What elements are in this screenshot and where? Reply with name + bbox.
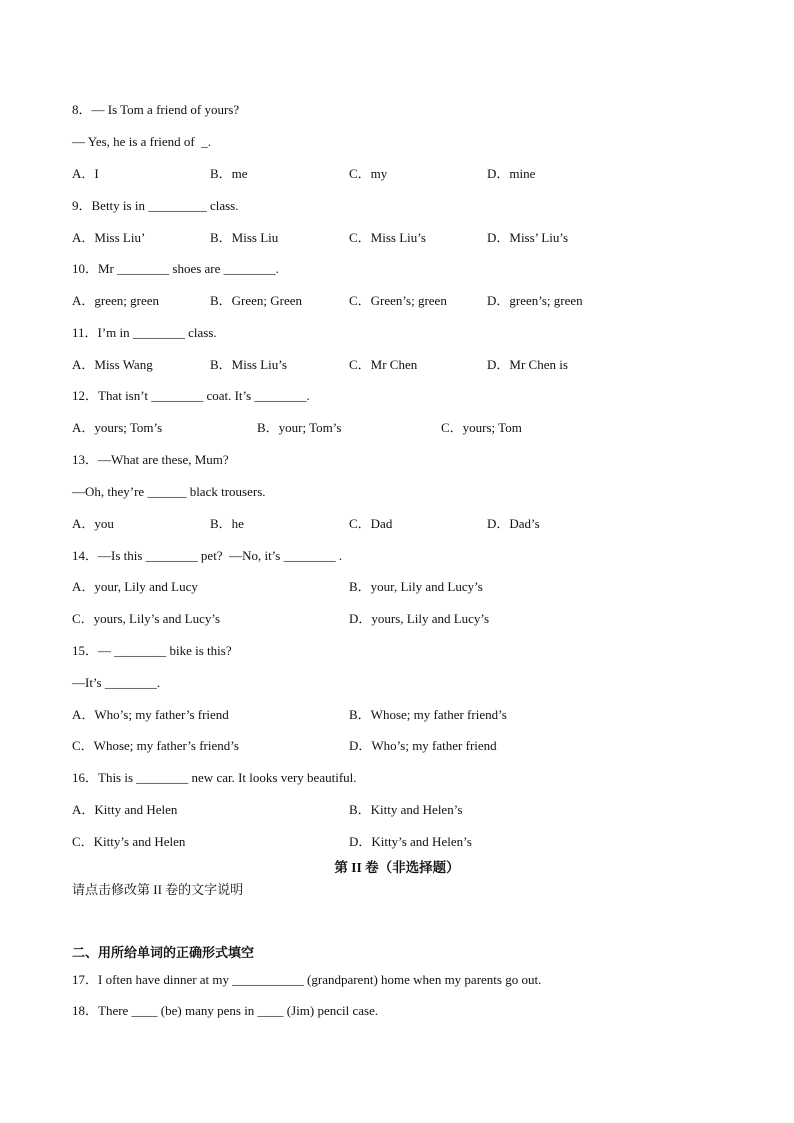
question-14-option-d: D．yours, Lily and Lucy’s bbox=[349, 611, 490, 626]
question-9-option-b: B．Miss Liu bbox=[210, 230, 279, 245]
question-9-option-d: D．Miss’ Liu’s bbox=[487, 230, 569, 245]
question-13-option-c: C．Dad bbox=[349, 516, 393, 531]
question-8-option-a: A．I bbox=[72, 166, 99, 181]
question-11-option-d: D．Mr Chen is bbox=[487, 357, 568, 372]
part-2-title: 第 II 卷（非选择题） bbox=[334, 860, 460, 875]
question-8-option-c: C．my bbox=[349, 166, 388, 181]
question-15-line2: —It’s ________. bbox=[72, 675, 161, 690]
question-8-line2: — Yes, he is a friend of _. bbox=[72, 134, 212, 149]
question-11-option-b: B．Miss Liu’s bbox=[210, 357, 287, 372]
question-17: 17．I often have dinner at my ___________ (grandparent) home when my parents go out. bbox=[72, 972, 542, 987]
question-16-option-b: B．Kitty and Helen’s bbox=[349, 802, 463, 817]
question-10-option-d: D．green’s; green bbox=[487, 293, 583, 308]
question-15-option-a: A．Who’s; my father’s friend bbox=[72, 707, 229, 722]
question-9-stem: 9．Betty is in _________ class. bbox=[72, 198, 239, 213]
question-15-option-d: D．Who’s; my father friend bbox=[349, 738, 497, 753]
question-10-option-c: C．Green’s; green bbox=[349, 293, 447, 308]
question-10-option-b: B．Green; Green bbox=[210, 293, 303, 308]
question-12-option-a: A．yours; Tom’s bbox=[72, 420, 163, 435]
question-11-option-a: A．Miss Wang bbox=[72, 357, 153, 372]
question-14-option-b: B．your, Lily and Lucy’s bbox=[349, 579, 483, 594]
question-13-line2: —Oh, they’re ______ black trousers. bbox=[72, 484, 266, 499]
question-14-option-a: A．your, Lily and Lucy bbox=[72, 579, 198, 594]
question-8-option-d: D．mine bbox=[487, 166, 536, 181]
question-13-option-b: B．he bbox=[210, 516, 244, 531]
question-13-option-a: A．you bbox=[72, 516, 114, 531]
question-16-option-c: C．Kitty’s and Helen bbox=[72, 834, 186, 849]
question-12-option-c: C．yours; Tom bbox=[441, 420, 522, 435]
question-16-option-a: A．Kitty and Helen bbox=[72, 802, 178, 817]
question-8-option-b: B．me bbox=[210, 166, 248, 181]
question-12-option-b: B．your; Tom’s bbox=[257, 420, 342, 435]
question-10-option-a: A．green; green bbox=[72, 293, 159, 308]
question-13-stem: 13．—What are these, Mum? bbox=[72, 452, 229, 467]
part-2-note[interactable]: 请点击修改第 II 卷的文字说明 bbox=[72, 882, 244, 897]
question-18: 18．There ____ (be) many pens in ____ (Jim) pencil case. bbox=[72, 1003, 379, 1018]
section-2-title: 二、用所给单词的正确形式填空 bbox=[72, 945, 255, 960]
question-8-stem: 8．— Is Tom a friend of yours? bbox=[72, 102, 240, 117]
question-9-option-c: C．Miss Liu’s bbox=[349, 230, 426, 245]
question-10-stem: 10．Mr ________ shoes are ________. bbox=[72, 261, 279, 276]
question-16-option-d: D．Kitty’s and Helen’s bbox=[349, 834, 472, 849]
question-11-stem: 11．I’m in ________ class. bbox=[72, 325, 217, 340]
question-12-stem: 12．That isn’t ________ coat. It’s ________. bbox=[72, 388, 310, 403]
question-14-stem: 14．—Is this ________ pet? —No, it’s ________ . bbox=[72, 548, 343, 563]
question-11-option-c: C．Mr Chen bbox=[349, 357, 418, 372]
question-16-stem: 16．This is ________ new car. It looks very beautiful. bbox=[72, 770, 357, 785]
question-15-option-b: B．Whose; my father friend’s bbox=[349, 707, 507, 722]
question-15-stem: 15．— ________ bike is this? bbox=[72, 643, 232, 658]
question-9-option-a: A．Miss Liu’ bbox=[72, 230, 146, 245]
question-13-option-d: D．Dad’s bbox=[487, 516, 540, 531]
question-14-option-c: C．yours, Lily’s and Lucy’s bbox=[72, 611, 221, 626]
question-15-option-c: C．Whose; my father’s friend’s bbox=[72, 738, 239, 753]
